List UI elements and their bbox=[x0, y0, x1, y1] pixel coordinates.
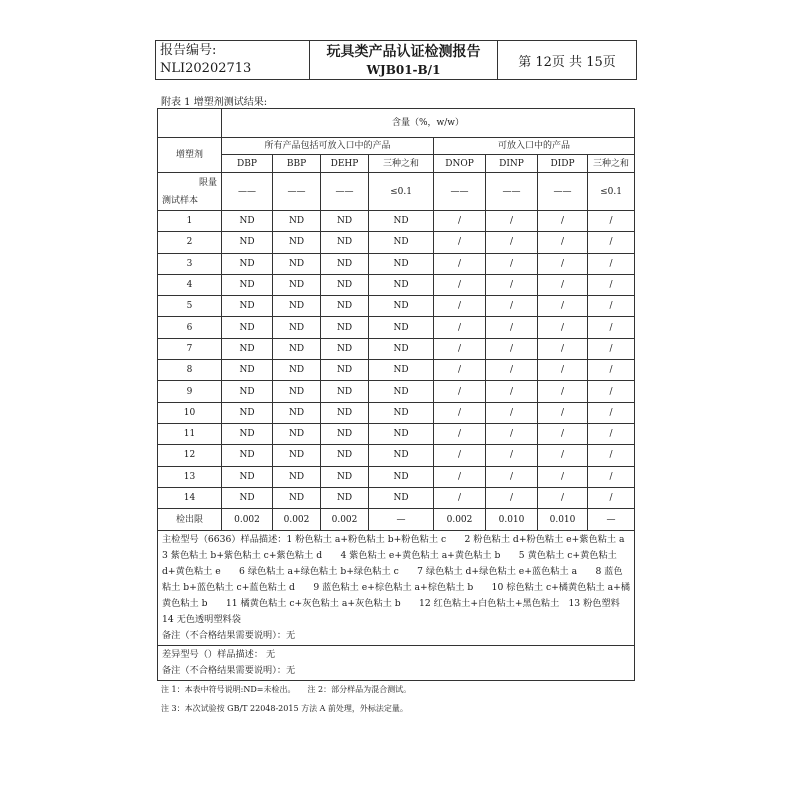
result-cell: ND bbox=[222, 381, 273, 402]
result-cell: / bbox=[434, 274, 486, 295]
sample-label: 测试样本 bbox=[162, 196, 199, 206]
column-header: 三种之和 bbox=[588, 155, 635, 173]
result-cell: ND bbox=[273, 466, 321, 487]
result-cell: ND bbox=[273, 296, 321, 317]
table-row bbox=[158, 360, 635, 381]
result-cell: ND bbox=[273, 423, 321, 444]
result-cell: ND bbox=[369, 253, 434, 274]
sample-id: 11 bbox=[158, 423, 222, 444]
result-cell: ND bbox=[369, 381, 434, 402]
result-cell: / bbox=[434, 423, 486, 444]
limit-value: —— bbox=[321, 173, 369, 211]
column-header-row bbox=[158, 155, 635, 173]
table-row bbox=[158, 253, 635, 274]
result-cell: ND bbox=[222, 296, 273, 317]
limit-value: —— bbox=[486, 173, 538, 211]
result-cell: ND bbox=[321, 381, 369, 402]
result-cell: ND bbox=[222, 274, 273, 295]
result-cell: / bbox=[434, 253, 486, 274]
row-label: 增塑剂 bbox=[158, 138, 222, 173]
result-cell: / bbox=[486, 232, 538, 253]
report-code: WJB01-B/1 bbox=[366, 62, 441, 77]
result-cell: ND bbox=[222, 211, 273, 232]
limit-value: —— bbox=[222, 173, 273, 211]
result-cell: ND bbox=[222, 466, 273, 487]
sample-id: 5 bbox=[158, 296, 222, 317]
detection-limit-value: — bbox=[588, 509, 635, 531]
limit-value: —— bbox=[538, 173, 588, 211]
table-row bbox=[158, 423, 635, 444]
report-title: 玩具类产品认证检测报告 bbox=[326, 43, 481, 60]
sample-id: 1 bbox=[158, 211, 222, 232]
column-header: DEHP bbox=[321, 155, 369, 173]
result-cell: ND bbox=[222, 338, 273, 359]
result-cell: ND bbox=[222, 232, 273, 253]
result-cell: ND bbox=[369, 402, 434, 423]
result-cell: / bbox=[538, 232, 588, 253]
limit-value: —— bbox=[273, 173, 321, 211]
result-cell: ND bbox=[273, 253, 321, 274]
result-cell: / bbox=[486, 466, 538, 487]
report-number-label: 报告编号: bbox=[160, 43, 217, 58]
group-header-all-products: 所有产品包括可放入口中的产品 bbox=[222, 138, 434, 155]
result-cell: / bbox=[434, 360, 486, 381]
result-cell: / bbox=[434, 211, 486, 232]
detection-limit-value: 0.010 bbox=[538, 509, 588, 531]
result-cell: / bbox=[434, 487, 486, 508]
table-row bbox=[158, 317, 635, 338]
detection-limit-value: 0.002 bbox=[321, 509, 369, 531]
result-cell: / bbox=[486, 445, 538, 466]
result-cell: / bbox=[588, 360, 635, 381]
result-cell: / bbox=[486, 402, 538, 423]
detection-limit-value: 0.002 bbox=[273, 509, 321, 531]
result-cell: / bbox=[486, 274, 538, 295]
sample-id: 2 bbox=[158, 232, 222, 253]
result-cell: / bbox=[538, 423, 588, 444]
result-cell: / bbox=[434, 402, 486, 423]
result-cell: / bbox=[486, 487, 538, 508]
limit-value: ≤0.1 bbox=[369, 173, 434, 211]
result-cell: ND bbox=[369, 211, 434, 232]
result-cell: / bbox=[538, 317, 588, 338]
note-1-2: 注 1：本表中符号说明:ND=未检出。 注 2：部分样品为混合测试。 bbox=[161, 685, 412, 694]
limit-label: 限量 bbox=[198, 178, 217, 188]
result-cell: ND bbox=[369, 423, 434, 444]
result-cell: ND bbox=[321, 338, 369, 359]
page-number-cell bbox=[498, 41, 636, 79]
table-corner bbox=[158, 109, 222, 138]
report-number: NLI20202713 bbox=[160, 61, 252, 76]
result-cell: ND bbox=[369, 274, 434, 295]
table-row bbox=[158, 381, 635, 402]
main-model-description bbox=[158, 531, 643, 646]
report-header bbox=[155, 40, 637, 80]
result-cell: / bbox=[588, 423, 635, 444]
result-cell: / bbox=[434, 445, 486, 466]
detection-limit-label: 检出限 bbox=[158, 509, 222, 531]
column-header: 三种之和 bbox=[369, 155, 434, 173]
result-cell: ND bbox=[273, 232, 321, 253]
table-row bbox=[158, 211, 635, 232]
result-cell: ND bbox=[369, 360, 434, 381]
sample-id: 10 bbox=[158, 402, 222, 423]
result-cell: / bbox=[486, 360, 538, 381]
result-cell: ND bbox=[369, 296, 434, 317]
result-cell: / bbox=[588, 487, 635, 508]
result-cell: / bbox=[538, 296, 588, 317]
result-cell: ND bbox=[222, 360, 273, 381]
result-cell: / bbox=[538, 253, 588, 274]
content-header: 含量（%，w/w） bbox=[222, 109, 635, 138]
result-cell: / bbox=[486, 211, 538, 232]
result-cell: / bbox=[538, 338, 588, 359]
plasticizer-results-table bbox=[157, 108, 643, 681]
result-cell: / bbox=[486, 338, 538, 359]
detection-limit-value: 0.002 bbox=[434, 509, 486, 531]
result-cell: / bbox=[588, 381, 635, 402]
data-rows bbox=[158, 211, 635, 509]
sample-id: 7 bbox=[158, 338, 222, 359]
result-cell: ND bbox=[273, 381, 321, 402]
result-cell: ND bbox=[321, 253, 369, 274]
result-cell: / bbox=[588, 466, 635, 487]
main-model-desc-text: 主检型号（6636）样品描述：1 粉色粘土 a+粉色粘土 b+粉色粘土 c 2 粉色粘土 d+粉色粘土 e+紫色粘土 a 3 紫色粘土 b+紫色粘土 c+紫色粘土 d 4 紫色粘土 e+黄色粘土 a+黄色粘土 b 5 黄色粘土 c+黄色粘土 d+黄色粘土 e 6 绿色粘土 a+绿色粘土 b+绿色粘土 c 7 绿色粘土 d+绿色粘土 e+蓝色粘土 a 8 蓝色粘土 b+蓝色粘土 c+蓝色粘土 d 9 蓝色粘土 e+棕色粘土 a+棕色粘土 b 10 棕色粘土 c+橘黄色粘土 a+橘黄色粘土 b 11 橘黄色粘土 c+灰色粘土 a+灰色粘土 b 12 红色粘土+白色粘土+黑色粘土 13 粉色塑料 14 无色透明塑料袋 bbox=[162, 534, 643, 626]
main-model-remark: 备注（不合格结果需要说明）：无 bbox=[162, 630, 296, 642]
result-cell: ND bbox=[321, 445, 369, 466]
result-cell: ND bbox=[222, 487, 273, 508]
diff-model-desc-text: 差异型号（）样品描述： 无 bbox=[162, 649, 276, 661]
result-cell: ND bbox=[273, 402, 321, 423]
limit-sample-label-cell bbox=[158, 173, 222, 211]
result-cell: ND bbox=[321, 296, 369, 317]
result-cell: / bbox=[434, 338, 486, 359]
result-cell: ND bbox=[273, 338, 321, 359]
table-row bbox=[158, 466, 635, 487]
result-cell: / bbox=[538, 381, 588, 402]
column-header: BBP bbox=[273, 155, 321, 173]
table-row bbox=[158, 445, 635, 466]
table-caption: 附表 1 增塑剂测试结果: bbox=[161, 97, 268, 108]
sample-id: 6 bbox=[158, 317, 222, 338]
result-cell: ND bbox=[369, 338, 434, 359]
result-cell: ND bbox=[222, 402, 273, 423]
result-cell: / bbox=[434, 232, 486, 253]
result-cell: ND bbox=[369, 232, 434, 253]
detection-limit-value: — bbox=[369, 509, 434, 531]
result-cell: ND bbox=[321, 274, 369, 295]
result-cell: / bbox=[538, 487, 588, 508]
result-cell: / bbox=[588, 211, 635, 232]
column-header: DNOP bbox=[434, 155, 486, 173]
result-cell: ND bbox=[321, 211, 369, 232]
diff-model-remark: 备注（不合格结果需要说明）：无 bbox=[162, 665, 296, 677]
result-cell: / bbox=[486, 253, 538, 274]
result-cell: ND bbox=[321, 487, 369, 508]
result-cell: / bbox=[434, 466, 486, 487]
result-cell: ND bbox=[369, 445, 434, 466]
result-cell: ND bbox=[321, 402, 369, 423]
result-cell: ND bbox=[273, 360, 321, 381]
column-header: DBP bbox=[222, 155, 273, 173]
result-cell: / bbox=[588, 274, 635, 295]
report-title-cell bbox=[310, 41, 498, 79]
detection-limit-row bbox=[158, 509, 635, 531]
report-number-cell bbox=[156, 41, 310, 79]
result-cell: / bbox=[486, 423, 538, 444]
limit-value: —— bbox=[434, 173, 486, 211]
result-cell: ND bbox=[321, 317, 369, 338]
limit-value: ≤0.1 bbox=[588, 173, 635, 211]
result-cell: / bbox=[434, 296, 486, 317]
sample-id: 4 bbox=[158, 274, 222, 295]
result-cell: ND bbox=[222, 445, 273, 466]
result-cell: ND bbox=[321, 466, 369, 487]
result-cell: / bbox=[588, 445, 635, 466]
result-cell: / bbox=[434, 381, 486, 402]
table-row bbox=[158, 296, 635, 317]
result-cell: ND bbox=[222, 423, 273, 444]
result-cell: ND bbox=[369, 317, 434, 338]
result-cell: / bbox=[486, 381, 538, 402]
result-cell: ND bbox=[273, 274, 321, 295]
result-cell: ND bbox=[273, 445, 321, 466]
group-header-mouthable-products: 可放入口中的产品 bbox=[434, 138, 635, 155]
result-cell: ND bbox=[321, 360, 369, 381]
sample-id: 8 bbox=[158, 360, 222, 381]
column-header: DIDP bbox=[538, 155, 588, 173]
sample-id: 13 bbox=[158, 466, 222, 487]
column-header: DINP bbox=[486, 155, 538, 173]
result-cell: ND bbox=[273, 487, 321, 508]
result-cell: / bbox=[538, 466, 588, 487]
result-cell: ND bbox=[369, 487, 434, 508]
diff-model-description bbox=[158, 646, 635, 681]
result-cell: / bbox=[538, 211, 588, 232]
result-cell: / bbox=[538, 402, 588, 423]
limit-row bbox=[158, 173, 635, 211]
result-cell: ND bbox=[273, 317, 321, 338]
table-row bbox=[158, 338, 635, 359]
table-row bbox=[158, 402, 635, 423]
note-3: 注 3：本次试验按 GB/T 22048-2015 方法 A 前处理，外标法定量。 bbox=[161, 704, 408, 713]
table-row bbox=[158, 487, 635, 508]
result-cell: ND bbox=[222, 317, 273, 338]
page-number: 第 12页 共 15页 bbox=[518, 54, 616, 70]
result-cell: / bbox=[588, 402, 635, 423]
result-cell: / bbox=[538, 360, 588, 381]
sample-id: 9 bbox=[158, 381, 222, 402]
detection-limit-value: 0.002 bbox=[222, 509, 273, 531]
result-cell: / bbox=[434, 317, 486, 338]
result-cell: / bbox=[538, 445, 588, 466]
result-cell: / bbox=[588, 317, 635, 338]
result-cell: ND bbox=[222, 253, 273, 274]
result-cell: ND bbox=[369, 466, 434, 487]
table-row bbox=[158, 274, 635, 295]
result-cell: / bbox=[538, 274, 588, 295]
result-cell: / bbox=[486, 296, 538, 317]
sample-id: 14 bbox=[158, 487, 222, 508]
result-cell: / bbox=[486, 317, 538, 338]
sample-id: 3 bbox=[158, 253, 222, 274]
table-row bbox=[158, 232, 635, 253]
detection-limit-value: 0.010 bbox=[486, 509, 538, 531]
result-cell: / bbox=[588, 338, 635, 359]
result-cell: / bbox=[588, 232, 635, 253]
result-cell: ND bbox=[321, 232, 369, 253]
sample-id: 12 bbox=[158, 445, 222, 466]
result-cell: / bbox=[588, 253, 635, 274]
result-cell: / bbox=[588, 296, 635, 317]
result-cell: ND bbox=[321, 423, 369, 444]
result-cell: ND bbox=[273, 211, 321, 232]
